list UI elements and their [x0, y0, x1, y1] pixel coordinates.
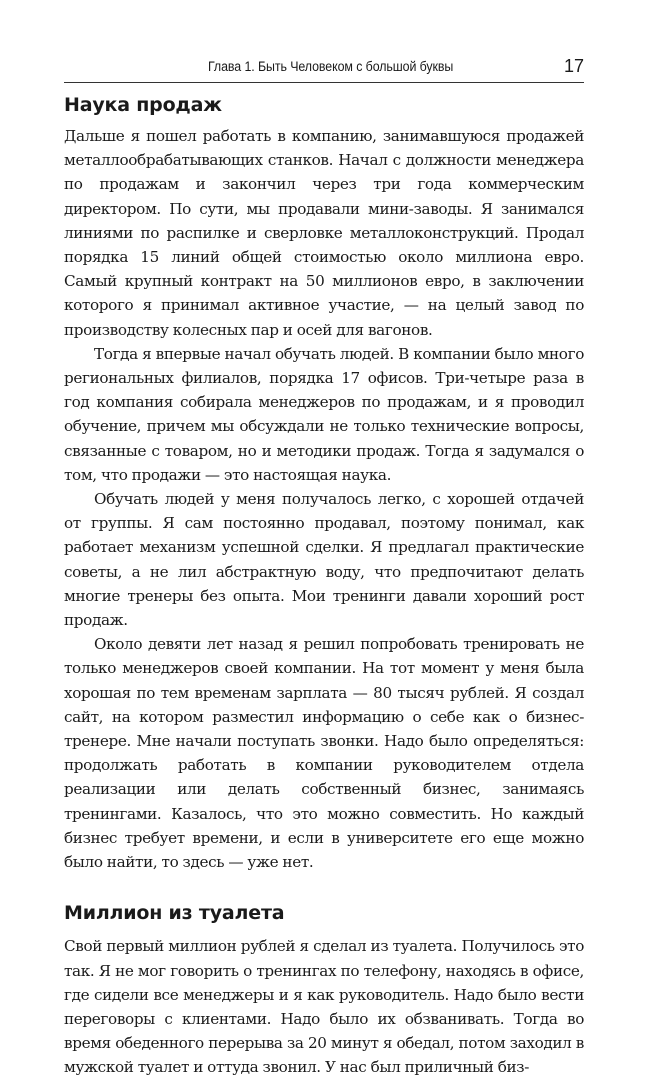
paragraph: Тогда я впервые начал обучать людей. В компании было много региональных филиалов, порядка 17 офисов. Три-четыре раза в год компания собирала менеджеров по продажам, и я проводил обучение, причем мы обсуждали не только технические вопросы, связанные с товаром, но и методики продаж. Тогда я задумался о том, что продажи — это настоящая наука. [64, 344, 584, 484]
paragraph: Обучать людей у меня получалось легко, с хорошей отдачей от группы. Я сам постоянно продавал, поэтому понимал, как работает механизм успешной сделки. Я предлагал практические советы, а не лил абстрактную воду, что предпочитают делать многие тренеры без опыта. Мои тренинги давали хороший рост продаж. [64, 490, 584, 630]
section-million-from-toilet [64, 900, 584, 1079]
section-heading: Миллион из туалета [64, 902, 285, 925]
page-number: 17 [563, 56, 584, 76]
paragraph: Свой первый миллион рублей я сделал из туалета. Получилось это так. Я не мог говорить о тренингах по телефону, находясь в офисе, где сидели все менеджеры и я как руководитель. Надо было вести переговоры с клиентами. Надо было их обзванивать. Тогда во время обеденного перерыва за 20 минут я обедал, потом заходил в мужской туалет и оттуда звонил. У нас был приличный биз- [64, 937, 584, 1077]
section-sales-science [64, 92, 584, 874]
paragraph: Дальше я пошел работать в компанию, занимавшуюся продажей металлообрабатывающих станков. Начал с должности менеджера по продажам и закончил через три года коммерческим директором. По сути, мы продавали мини-заводы. Я занимался линиями по распилке и сверловке металлоконструкций. Продал порядка 15 линий общей стоимостью около миллиона евро. Самый крупный контракт на 50 миллионов евро, в заключении которого я принимал активное участие, — на целый завод по производству колесных пар и осей для вагонов. [64, 127, 584, 339]
paragraph: Около девяти лет назад я решил попробовать тренировать не только менеджеров своей компании. На тот момент у меня была хорошая по тем временам зарплата — 80 тысяч рублей. Я создал сайт, на котором разместил информацию о себе как о бизнес-тренере. Мне начали поступать звонки. Надо было определяться: продолжать работать в компании руководителем отдела реализации или делать собственный бизнес, занимаясь тренингами. Казалось, что это можно совместить. Но каждый бизнес требует времени, и если в университете его еще можно было найти, то здесь — уже нет. [64, 635, 584, 872]
header-rule [64, 82, 584, 83]
running-title: Глава 1. Быть Человеком с большой буквы [208, 59, 454, 74]
page-body [64, 92, 584, 1080]
running-header [64, 56, 584, 80]
section-heading: Наука продаж [64, 94, 222, 116]
